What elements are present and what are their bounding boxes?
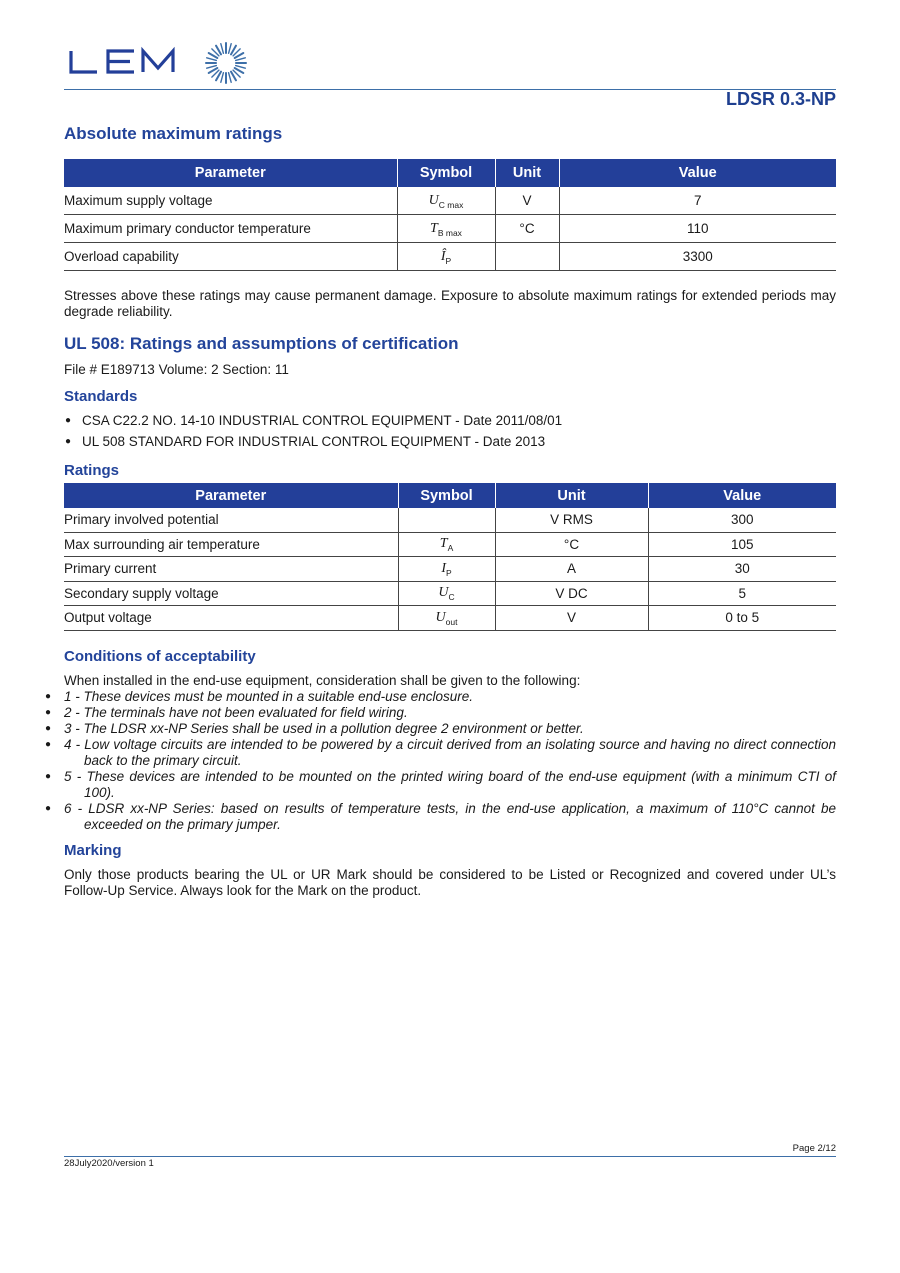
value-cell: 300: [648, 508, 836, 532]
symbol-cell: [398, 532, 495, 557]
value-cell: 110: [559, 215, 836, 243]
sunburst-ray: [221, 44, 224, 54]
table-header-row: [64, 159, 836, 187]
ratings-table: [64, 483, 836, 631]
footer-rule: [64, 1156, 836, 1157]
symbol-cell: [398, 557, 495, 582]
parameter-cell: Primary current: [64, 557, 398, 582]
logo-letter-l: [71, 51, 97, 72]
col-header: Unit: [495, 483, 648, 508]
sunburst-ray: [236, 66, 246, 69]
col-header: Parameter: [64, 159, 397, 187]
col-header: Symbol: [397, 159, 495, 187]
parameter-cell: Secondary supply voltage: [64, 581, 398, 606]
conditions-list: [64, 689, 836, 833]
list-item: ● 1 - These devices must be mounted in a suitable end-use enclosure.: [64, 689, 836, 705]
value-cell: 0 to 5: [648, 606, 836, 631]
marking-text: Only those products bearing the UL or UR Mark should be considered to be Listed or Recognized and covered under UL’s Follow-Up Service. Always look for the Mark on the product.: [64, 866, 836, 898]
value-cell: 105: [648, 532, 836, 557]
table-header-row: [64, 483, 836, 508]
conditions-heading: Conditions of acceptability: [64, 647, 256, 665]
col-header: Symbol: [398, 483, 495, 508]
symbol-cell: [398, 581, 495, 606]
sunburst-ray: [221, 73, 224, 83]
symbol-cell: [398, 606, 495, 631]
col-header: Value: [559, 159, 836, 187]
table-row: [64, 532, 836, 557]
standards-heading: Standards: [64, 388, 138, 405]
table-row: [64, 508, 836, 532]
symbol-cell: [398, 508, 495, 532]
sunburst-ray: [236, 58, 246, 61]
list-item: ● CSA C22.2 NO. 14-10 INDUSTRIAL CONTROL EQUIPMENT - Date 2011/08/01: [64, 410, 836, 431]
symbol-sub: out: [445, 616, 458, 627]
parameter-cell: Maximum supply voltage: [64, 187, 397, 215]
col-header: Value: [648, 483, 836, 508]
logo-letter-m: [143, 51, 173, 72]
list-item: ● 3 - The LDSR xx-NP Series shall be used in a pollution degree 2 environment or better.: [64, 721, 836, 737]
parameter-cell: Maximum primary conductor temperature: [64, 215, 397, 243]
version-label: 28July2020/version 1: [64, 1158, 154, 1169]
unit-cell: V: [495, 187, 559, 215]
symbol-main: T: [439, 536, 448, 552]
symbol-main: U: [428, 192, 439, 208]
sunburst-ray: [207, 58, 217, 61]
symbol-main: U: [438, 585, 449, 601]
sunburst-ray: [207, 66, 217, 69]
value-cell: 5: [648, 581, 836, 606]
unit-cell: °C: [495, 215, 559, 243]
table-row: [64, 581, 836, 606]
table-row: [64, 215, 836, 243]
unit-cell: V RMS: [495, 508, 648, 532]
symbol-main: I: [441, 560, 446, 576]
symbol-cell: [397, 243, 495, 271]
page-content: [64, 124, 836, 899]
marking-heading: Marking: [64, 841, 122, 859]
document-title: LDSR 0.3-NP: [725, 89, 836, 109]
value-cell: 30: [648, 557, 836, 582]
list-item: ● 6 - LDSR xx-NP Series: based on results of temperature tests, in the end-use application, a maximum of 110°C cannot be exceeded on the primary jumper.: [64, 801, 836, 833]
ul508-heading: UL 508: Ratings and assumptions of certification: [64, 334, 459, 353]
unit-cell: °C: [495, 532, 648, 557]
list-item: ● 2 - The terminals have not been evaluated for field wiring.: [64, 705, 836, 721]
symbol-sub: B max: [437, 227, 462, 238]
symbol-sub: P: [446, 567, 452, 578]
ratings-heading: Ratings: [64, 462, 120, 479]
symbol-main: Î: [440, 248, 446, 264]
symbol-sub: C max: [438, 199, 464, 210]
symbol-cell: [397, 215, 495, 243]
unit-cell: V DC: [495, 581, 648, 606]
value-cell: 7: [559, 187, 836, 215]
abs-max-table: [64, 159, 836, 271]
unit-cell: V: [495, 606, 648, 631]
value-cell: 3300: [559, 243, 836, 271]
table-row: [64, 606, 836, 631]
symbol-sub: C: [448, 592, 455, 603]
unit-cell: [495, 243, 559, 271]
page-number: Page 2/12: [792, 1143, 836, 1154]
sunburst-ray: [229, 73, 232, 83]
parameter-cell: Max surrounding air temperature: [64, 532, 398, 557]
symbol-sub: A: [447, 543, 454, 554]
symbol-main: T: [430, 220, 438, 236]
symbol-sub: P: [445, 255, 452, 266]
logo-letter-e: [108, 51, 134, 72]
table-row: [64, 243, 836, 271]
sunburst-ray: [229, 44, 232, 54]
table-row: [64, 557, 836, 582]
parameter-cell: Primary involved potential: [64, 508, 398, 532]
header-rule: [64, 89, 836, 90]
col-header: Parameter: [64, 483, 398, 508]
file-info: File # E189713 Volume: 2 Section: 11: [64, 362, 289, 377]
lem-logo: [68, 38, 258, 88]
standards-list: [64, 410, 836, 452]
symbol-main: U: [435, 609, 446, 625]
col-header: Unit: [495, 159, 559, 187]
list-item: ● UL 508 STANDARD FOR INDUSTRIAL CONTROL EQUIPMENT - Date 2013: [64, 431, 836, 452]
parameter-cell: Overload capability: [64, 243, 397, 271]
table-row: [64, 187, 836, 215]
unit-cell: A: [495, 557, 648, 582]
list-item: ● 4 - Low voltage circuits are intended to be powered by a circuit derived from an isolating source and having no direct connection back to the primary circuit.: [64, 737, 836, 769]
conditions-intro: When installed in the end-use equipment, consideration shall be given to the following:: [64, 672, 581, 688]
parameter-cell: Output voltage: [64, 606, 398, 631]
symbol-cell: [397, 187, 495, 215]
logo-sunburst-icon: [206, 43, 246, 83]
abs-max-note: Stresses above these ratings may cause permanent damage. Exposure to absolute maximum ratings for extended periods may degrade reliability.: [64, 288, 836, 319]
list-item: ● 5 - These devices are intended to be mounted on the printed wiring board of the end-use equipment (with a minimum CTI of 100).: [64, 769, 836, 801]
abs-max-heading: Absolute maximum ratings: [64, 124, 283, 143]
